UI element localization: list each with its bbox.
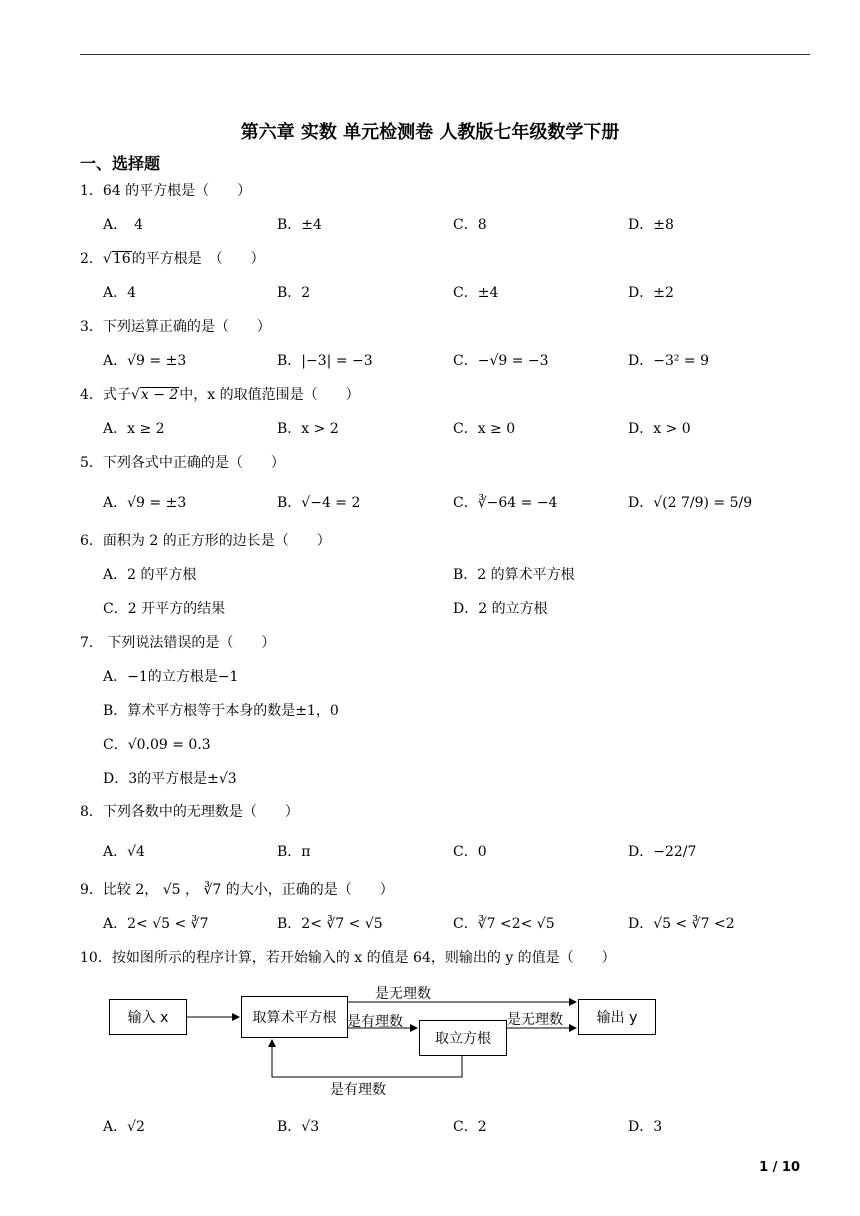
q8-option-d: D．−22/7: [628, 844, 697, 860]
label-irrational-mid: 是无理数: [507, 1012, 563, 1028]
q2-option-a: A．4: [103, 285, 137, 301]
question-10: 10．按如图所示的程序计算，若开始输入的 x 的值是 64，则输出的 y 的值是（ ）: [80, 950, 616, 966]
q6-option-b: B．2 的算术平方根: [453, 567, 575, 583]
label-rational-mid: 是有理数: [347, 1014, 403, 1030]
q1-option-b: B．±4: [277, 217, 322, 233]
program-flowchart: [100, 980, 670, 1098]
question-3: 3．下列运算正确的是（ ）: [80, 319, 271, 335]
q7-option-d: D．3的平方根是±√3: [103, 771, 237, 787]
question-5: 5．下列各式中正确的是（ ）: [80, 455, 285, 471]
input-box: 输入 x: [109, 999, 187, 1035]
cbrt-box: 取立方根: [419, 1020, 507, 1056]
q2-option-b: B．2: [277, 285, 311, 301]
q7-option-b: B．算术平方根等于本身的数是±1，0: [103, 703, 339, 719]
q5-option-a: A．√9 = ±3: [103, 495, 187, 511]
section-heading: 一、选择题: [80, 154, 161, 173]
label-irrational-top: 是无理数: [375, 986, 431, 1002]
question-1: 1．64 的平方根是（ ）: [80, 183, 252, 199]
q1-option-a: A． 4: [103, 217, 144, 233]
q5-option-d: D．√(2 7/9) = 5/9: [628, 495, 753, 511]
question-4: 4．式子√x − 2中，x 的取值范围是（ ）: [80, 387, 360, 403]
header-rule: [80, 54, 810, 55]
q10-option-b: B．√3: [277, 1119, 320, 1135]
q4-option-b: B．x > 2: [277, 421, 339, 437]
question-6: 6．面积为 2 的正方形的边长是（ ）: [80, 533, 331, 549]
page-number: 1 / 10: [759, 1160, 800, 1175]
q10-option-a: A．√2: [103, 1119, 145, 1135]
question-2: 2．√16的平方根是 （ ）: [80, 251, 265, 267]
output-box: 输出 y: [578, 999, 656, 1035]
q2-option-d: D．±2: [628, 285, 674, 301]
q7-option-c: C．√0.09 = 0.3: [103, 737, 211, 753]
label-rational-bottom: 是有理数: [330, 1082, 386, 1098]
q4-option-d: D．x > 0: [628, 421, 691, 437]
q5-option-b: B．√−4 = 2: [277, 495, 361, 511]
q2-option-c: C．±4: [453, 285, 499, 301]
question-8: 8．下列各数中的无理数是（ ）: [80, 804, 299, 820]
q8-option-c: C．0: [453, 844, 487, 860]
q4-option-a: A．x ≥ 2: [103, 421, 165, 437]
question-9: 9．比较 2， √5 ， ∛7 的大小，正确的是（ ）: [80, 882, 394, 898]
q10-option-c: C．2: [453, 1119, 487, 1135]
q1-option-c: C．8: [453, 217, 487, 233]
q9-option-d: D．√5 < ∛7 <2: [628, 916, 735, 932]
q3-option-b: B．|−3| = −3: [277, 353, 373, 369]
q7-option-a: A．−1的立方根是−1: [103, 669, 239, 685]
q8-option-a: A．√4: [103, 844, 145, 860]
q6-option-d: D．2 的立方根: [453, 601, 548, 617]
q5-option-c: C．∛−64 = −4: [453, 495, 558, 511]
q3-option-c: C．−√9 = −3: [453, 353, 549, 369]
q10-option-d: D．3: [628, 1119, 663, 1135]
q8-option-b: B．π: [277, 844, 311, 860]
page-title: 第六章 实数 单元检测卷 人教版七年级数学下册: [240, 122, 620, 143]
q3-option-a: A．√9 = ±3: [103, 353, 187, 369]
q1-option-d: D．±8: [628, 217, 674, 233]
q9-option-b: B．2< ∛7 < √5: [277, 916, 383, 932]
q3-option-d: D．−3² = 9: [628, 353, 710, 369]
sqrt-box: 取算术平方根: [241, 996, 348, 1038]
q9-option-a: A．2< √5 < ∛7: [103, 916, 209, 932]
q4-option-c: C．x ≥ 0: [453, 421, 516, 437]
q6-option-a: A．2 的平方根: [103, 567, 197, 583]
question-7: 7． 下列说法错误的是（ ）: [80, 635, 276, 651]
q9-option-c: C．∛7 <2< √5: [453, 916, 555, 932]
q6-option-c: C．2 开平方的结果: [103, 601, 226, 617]
